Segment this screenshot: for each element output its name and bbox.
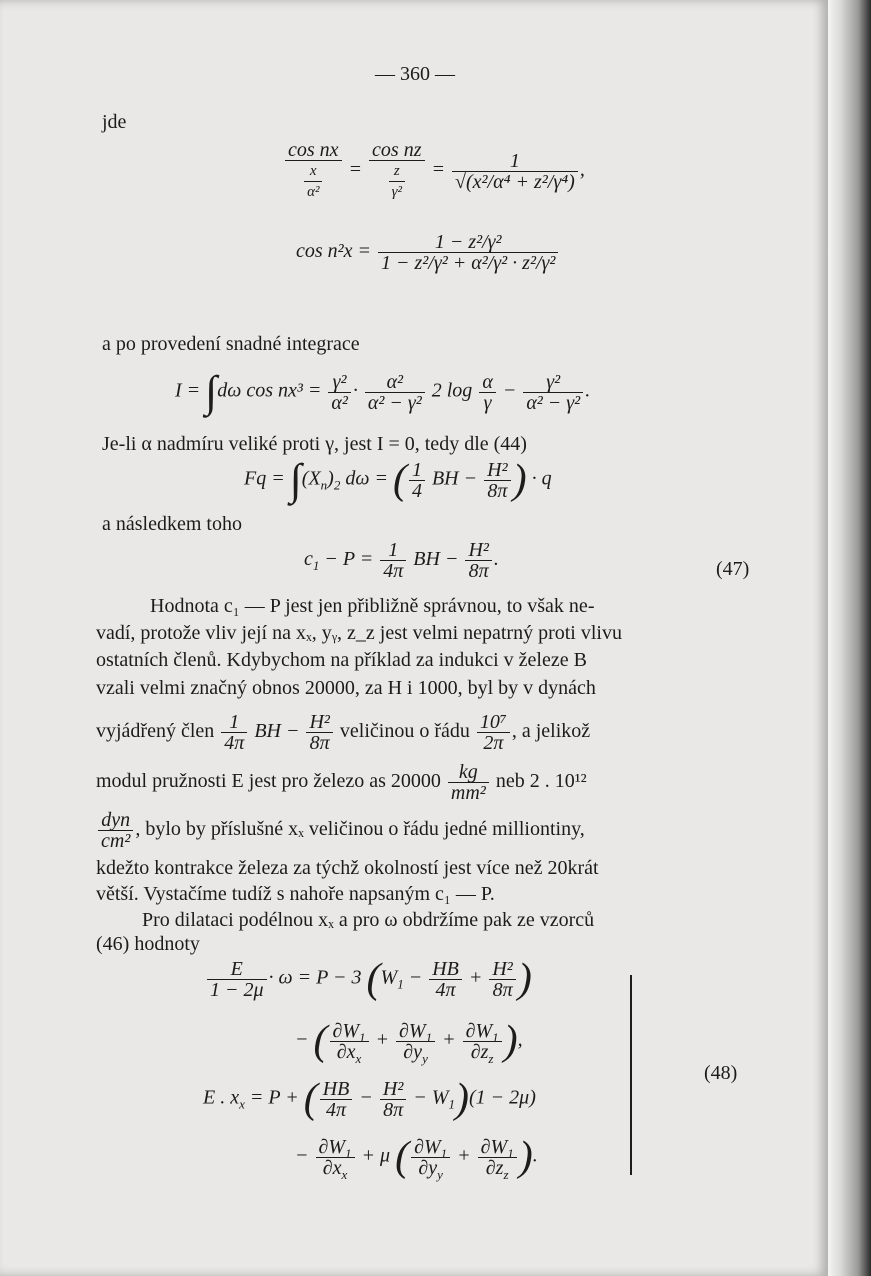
para2-line2: (46) hodnoty [96,933,200,955]
equation-47: $c_1 - P$ = $\frac{1}{4\pi}$ BH − $\frac{\text{H²}}{8\pi}$ . [304,539,499,582]
para2-line1: Pro dilataci podélnou xₓ a pro ω obdržíme pak ze vzorců [142,909,595,931]
para1-line7: $\frac{\text{dyn}}{\text{cm²}}$ , bylo by příslušné xₓ veličinou o řádu jedné milliontiny, [96,810,585,851]
equation-number-47: (47) [716,558,750,580]
para1-line6-end: neb 2 . 10¹² [495,770,587,793]
equation-ratio: $\frac{\text{cos nx}}{\frac{x}{\text{α²}}}$ = $\frac{\text{cos nz}}{\frac{z}{\text{γ²}}}$ = $\frac{1}{\text{√(x²/α⁴ + z²/γ⁴)}}$ , [283,140,585,202]
para1-line1: Hodnota c₁ — P jest jen přibližně správnou, to však ne- [150,595,595,617]
text-integrace: a po provedení snadné integrace [102,333,360,355]
para1-line5-mid: veličinou o řádu [339,720,470,743]
para1-line2: vadí, protože vliv její na xₓ, yᵧ, z_z jest velmi nepatrný proti vlivu [96,622,622,644]
para1-line6-start: modul pružnosti E jest pro železo as 20000 [96,770,441,793]
equation-48-line1: $\frac{E}{1 - 2\mu}$ · ω = P − 3 ($W_1$ − $\frac{HB}{4\pi}$ + $\frac{\text{H²}}{8\pi}$ ) [205,958,532,1000]
system-brace [630,975,642,1175]
para1-line8: kdežto kontrakce železa za týchž okolností jest více než 20krát [96,857,599,879]
para1-line6: modul pružnosti E jest pro železo as 20000 $\frac{kg}{\text{mm²}}$ neb 2 . 10¹² [96,761,587,804]
equation-integral-I: I = ∫dω cos nx³ = $\frac{\text{γ²}}{\text{α²}}$ · $\frac{\text{α²}}{\text{α² − γ²}}$ 2 log $\frac{\alpha}{\gamma}$ − $\frac{\text{γ²}}{\text{α² − γ²}}$ . [175,367,591,416]
text-je-li: Je-li α nadmíru veliké proti γ, jest I = 0, tedy dle (44) [102,433,527,455]
equation-48-line3: E . $x_x = P$ + ( $\frac{HB}{4\pi}$ − $\frac{\text{H²}}{8\pi}$ − $W_1)(1 - 2\mu)$ [203,1076,536,1122]
text-nasledkem: a následkem toho [102,513,242,535]
para1-line5: vyjádřený člen $\frac{1}{4\pi}$ BH − $\frac{\text{H²}}{8\pi}$ veličinou o řádu $\frac{\text{10⁷}}{2\pi}$ , a jelikož [96,711,591,754]
equation-48-line4: − $\frac{\partial W_1}{\partial x_x}$ + μ ( $\frac{\partial W_1}{\partial y_y}$ + $\frac{\partial W_1}{\partial z_z}$ ). [295,1134,538,1182]
para1-line9: větší. Vystačíme tudíž s nahoře napsaným c₁ — P. [96,883,495,905]
para1-line5-end: , a jelikož [511,720,591,743]
para1-line5-start: vyjádřený člen [96,720,215,743]
page-edge [828,0,871,1276]
word-jde: jde [102,111,127,133]
equation-Fq: $Fq = \int(X_n)_2$ dω = ( $\frac{1}{4}$ BH − $\frac{\text{H²}}{8\pi}$ ) · q [244,455,552,504]
page-number: — 360 — [375,63,455,85]
equation-cos-squared: cos n²x = $\frac{\text{1 − z²/γ²}}{\text{1 − z²/γ² + α²/γ² · z²/γ²}}$ [296,232,560,273]
equation-48-line2: − ( $\frac{\partial W_1}{\partial x_x}$ + $\frac{\partial W_1}{\partial y_y}$ + $\frac{\partial W_1}{\partial z_z}$ ), [295,1018,523,1066]
para1-line7-text: , bylo by příslušné xₓ veličinou o řádu jedné milliontiny, [135,818,585,841]
para1-line3: ostatních členů. Kdybychom na příklad za indukci v železe B [96,649,587,671]
para1-line4: vzali velmi značný obnos 20000, za H i 1000, byl by v dynách [96,677,596,699]
equation-number-48: (48) [704,1062,738,1084]
